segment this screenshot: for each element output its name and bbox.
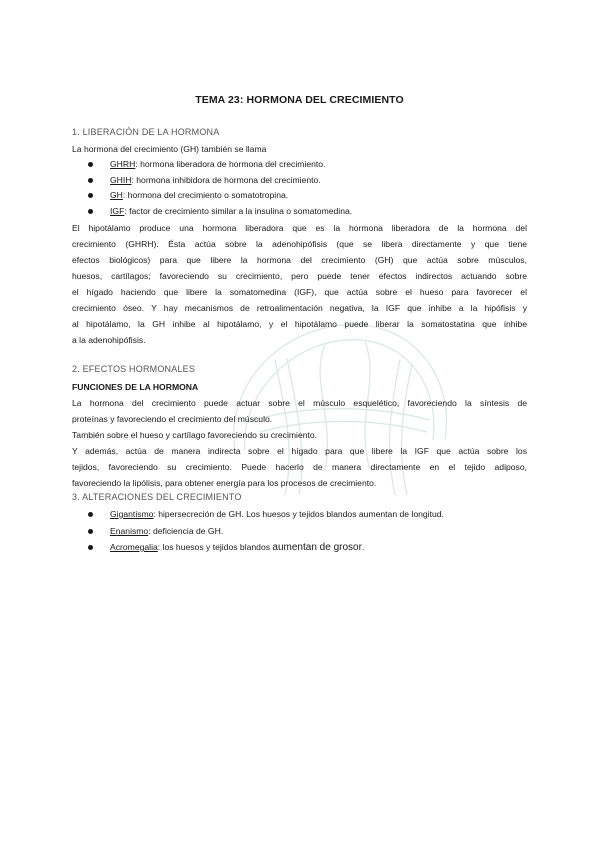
bullet-icon: [88, 529, 93, 534]
list-item: Enanismo: deficiencia de GH.: [88, 524, 444, 540]
section3-bullet-list: [88, 507, 444, 556]
paragraph-line: el hígado haciendo que libere la somatomedina (IGF), que actúa sobre el hueso para favorecer el: [72, 287, 527, 297]
list-item: Gigantismo: hipersecreción de GH. Los huesos y tejidos blandos aumentan de longitud.: [88, 507, 444, 523]
paragraph-line: La hormona del crecimiento puede actuar sobre el músculo esquelético, favoreciendo la síntesis de: [72, 398, 527, 408]
list-item: IGF: factor de crecimiento similar a la insulina o somatomedina.: [88, 204, 352, 220]
paragraph-line: proteínas y favoreciendo el crecimiento del músculo.: [72, 414, 273, 424]
section1-intro: La hormona del crecimiento (GH) también se llama: [72, 144, 267, 154]
paragraph-line: Y además, actúa de manera indirecta sobre el hígado para que libere la IGF que actúa sobre los: [72, 446, 527, 456]
list-item: Acromegalia: los huesos y tejidos blandos aumentan de grosor.: [88, 540, 444, 556]
section3-heading: 3. ALTERACIONES DEL CRECIMIENTO: [72, 492, 242, 502]
paragraph-line: huesos, cartílagos; favoreciendo su crecimiento, pero puede tener efectos indirectos actuando sobre: [72, 271, 527, 281]
bullet-icon: [88, 162, 93, 167]
paragraph-line: crecimiento (GHRH). Ésta actúa sobre la adenohipófisis (que se libera directamente y que tiene: [72, 239, 527, 249]
bullet-icon: [88, 512, 93, 517]
list-item: GHIH: hormona inhibidora de hormona del crecimiento.: [88, 173, 352, 189]
section1-bullet-list: [88, 157, 352, 219]
bullet-icon: [88, 193, 93, 198]
paragraph-line: a la adenohipófisis.: [72, 335, 146, 345]
bullet-icon: [88, 209, 93, 214]
paragraph-line: al hipotálamo, la GH inhibe al hipotálamo, y el hipotálamo puede liberar la somatostatina que inhibe: [72, 319, 527, 329]
bullet-icon: [88, 178, 93, 183]
list-item: GHRH: hormona liberadora de hormona del crecimiento.: [88, 157, 352, 173]
section2-heading: 2. EFECTOS HORMONALES: [72, 364, 196, 374]
page-title: TEMA 23: HORMONA DEL CRECIMIENTO: [195, 94, 404, 106]
section2-subheading: FUNCIONES DE LA HORMONA: [72, 382, 199, 392]
bullet-icon: [88, 545, 93, 550]
paragraph-line: favoreciendo la lipólisis, para obtener energía para los procesos de crecimiento.: [72, 478, 377, 488]
list-item: GH: hormona del crecimiento o somatotropina.: [88, 188, 352, 204]
paragraph-line: crecimiento óseo. Y hay mecanismos de retroalimentación negativa, la IGF que inhibe a la hipófisis y: [72, 303, 527, 313]
paragraph-line: tejidos, favoreciendo su crecimiento. Puede hacerlo de manera directamente en el tejido adiposo,: [72, 462, 527, 472]
paragraph-line: El hipotálamo produce una hormona liberadora que es la hormona liberadora de la hormona del: [72, 223, 527, 233]
section1-heading: 1. LIBERACIÓN DE LA HORMONA: [72, 127, 220, 137]
paragraph-line: efectos biológicos) para que libere la hormona del crecimiento (GH) que actúa sobre músculos,: [72, 255, 527, 265]
paragraph-line: También sobre el hueso y cartílago favoreciendo su crecimiento.: [72, 430, 318, 440]
